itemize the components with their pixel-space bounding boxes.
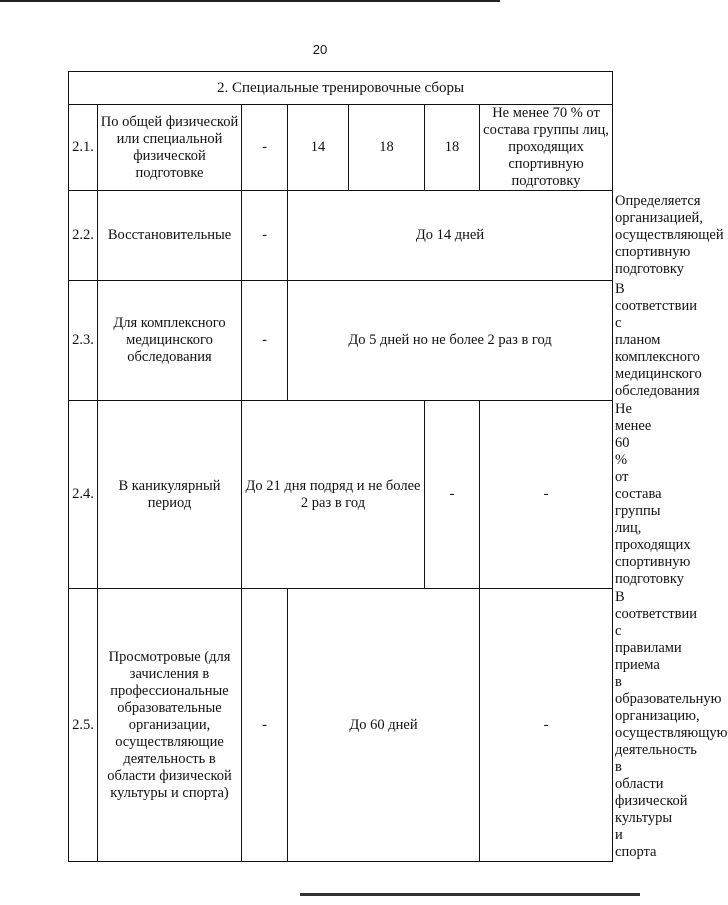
table-row: 2.5. Просмотровые (для зачисления в профессиональные образовательные организации, осуществляющие деятельность в области физической культуры и спорта) - До 60 дней - В соответствии с правилами приема в образовательную организацию, осуществляющую деятельность в области физической культуры и спорта [69,589,613,862]
section-header-row [69,72,613,105]
training-camps-table [68,71,728,862]
section-title: 2. Специальные тренировочные сборы [69,72,613,105]
row-number: 2.3. [69,281,98,401]
duration-cell: - [242,191,288,281]
duration-span-cell: До 14 дней [288,191,613,281]
duration-cell: - [242,589,288,862]
duration-span-cell: До 21 дня подряд и не более 2 раз в год [242,401,425,589]
duration-cell: - [480,589,613,862]
duration-cell: 18 [349,105,425,191]
duration-span-cell: До 5 дней но не более 2 раз в год [288,281,613,401]
duration-cell: 14 [288,105,349,191]
duration-cell: - [242,281,288,401]
scan-bottom-edge [300,893,640,896]
duration-span-cell: До 60 дней [288,589,480,862]
camp-type: По общей физической или специальной физической подготовке [98,105,242,191]
duration-cell: 18 [425,105,480,191]
duration-cell: - [425,401,480,589]
camp-type: Для комплексного медицинского обследования [98,281,242,401]
duration-cell: - [242,105,288,191]
table-row: 2.2. Восстановительные - До 14 дней Определяется организацией, осуществляющей спортивную подготовку [69,191,613,281]
row-number: 2.1. [69,105,98,191]
row-number: 2.4. [69,401,98,589]
table-row: 2.4. В каникулярный период До 21 дня подряд и не более 2 раз в год - - Не менее 60 % от состава группы лиц, проходящих спортивную подготовку [69,401,613,589]
participants-note: Не менее 70 % от состава группы лиц, проходящих спортивную подготовку [480,105,613,191]
table-row: 2.3. Для комплексного медицинского обследования - До 5 дней но не более 2 раз в год В соответствии с планом комплексного медицинского обследования [69,281,613,401]
scan-top-edge [0,0,500,2]
row-number: 2.2. [69,191,98,281]
duration-cell: - [480,401,613,589]
camp-type: Восстановительные [98,191,242,281]
row-number: 2.5. [69,589,98,862]
table-row [69,105,613,191]
camp-type: В каникулярный период [98,401,242,589]
camp-type: Просмотровые (для зачисления в профессиональные образовательные организации, осуществляющие деятельность в области физической культуры и спорта) [98,589,242,862]
page-number: 20 [312,42,328,57]
